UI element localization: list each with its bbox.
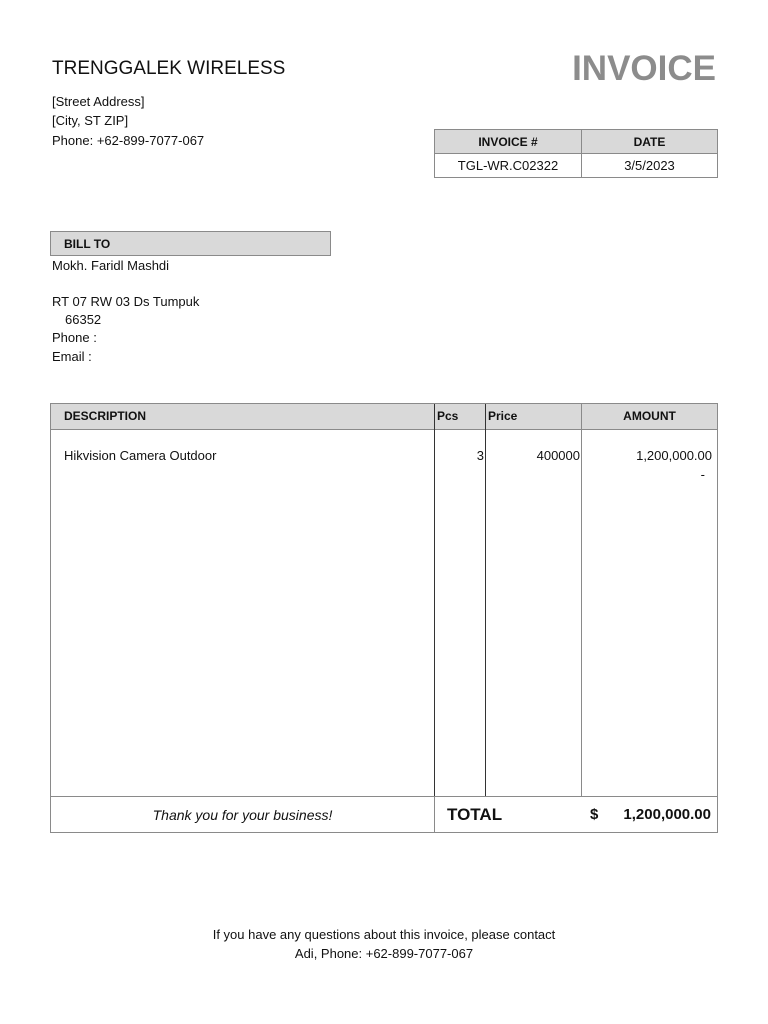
item-description: Hikvision Camera Outdoor bbox=[64, 448, 217, 463]
total-label: TOTAL bbox=[447, 805, 503, 824]
invoice-number-header: INVOICE # bbox=[435, 130, 582, 154]
bill-to-address-line-1: RT 07 RW 03 Ds Tumpuk bbox=[52, 294, 200, 309]
invoice-number: TGL-WR.C02322 bbox=[435, 154, 582, 178]
total-amount: 1,200,000.00 bbox=[623, 806, 711, 823]
bill-to-email: Email : bbox=[52, 349, 92, 364]
invoice-title: INVOICE bbox=[572, 49, 716, 88]
contact-note bbox=[0, 925, 768, 963]
pcs-header: Pcs bbox=[437, 409, 459, 423]
amount-header: AMOUNT bbox=[623, 409, 676, 423]
company-phone: Phone: +62-899-7077-067 bbox=[52, 133, 205, 148]
contact-note-line-2: Adi, Phone: +62-899-7077-067 bbox=[294, 946, 474, 961]
line-items-table bbox=[50, 403, 718, 833]
company-city: [City, ST ZIP] bbox=[52, 113, 129, 128]
company-name: TRENGGALEK WIRELESS bbox=[52, 58, 286, 79]
item-amount-empty: - bbox=[700, 467, 705, 482]
totals-row bbox=[51, 796, 717, 833]
amount-column-divider bbox=[581, 404, 582, 796]
bill-to-header: BILL TO bbox=[50, 231, 331, 256]
invoice-meta-table bbox=[434, 129, 718, 178]
bill-to-name: Mokh. Faridl Mashdi bbox=[52, 258, 170, 273]
bill-to-address-line-2: 66352 bbox=[65, 312, 102, 327]
bill-to-phone: Phone : bbox=[52, 330, 97, 345]
company-street: [Street Address] bbox=[52, 94, 145, 109]
item-pcs: 3 bbox=[476, 448, 484, 463]
invoice-date: 3/5/2023 bbox=[582, 154, 718, 178]
date-header: DATE bbox=[582, 130, 718, 154]
item-amount: 1,200,000.00 bbox=[636, 448, 712, 463]
contact-note-line-1: If you have any questions about this invoice, please contact bbox=[212, 927, 556, 942]
pcs-column-divider bbox=[434, 404, 435, 796]
price-column-divider bbox=[485, 404, 486, 796]
total-currency: $ bbox=[590, 806, 599, 823]
item-price: 400000 bbox=[536, 448, 580, 463]
description-header: DESCRIPTION bbox=[64, 409, 147, 423]
line-items-header bbox=[51, 404, 717, 430]
price-header: Price bbox=[488, 409, 518, 423]
thank-you-message: Thank you for your business! bbox=[152, 807, 333, 823]
